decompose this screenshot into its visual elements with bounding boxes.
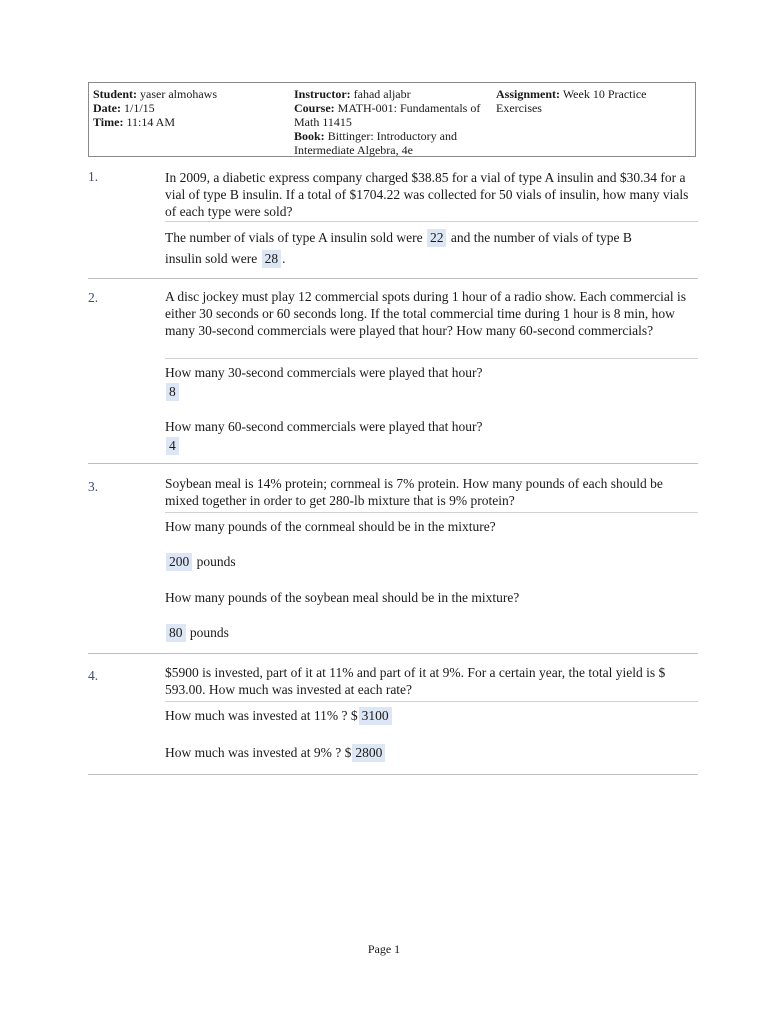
divider [165,512,698,513]
answer-text: The number of vials of type A insulin sold were [165,230,423,245]
divider [165,358,698,359]
unit-label: pounds [189,625,229,640]
answer-text: and the number of vials of type B [450,230,632,245]
divider [165,701,698,702]
question-prompt: In 2009, a diabetic express company charged $38.85 for a vial of type A insulin and $30.34 for a vial of type B insulin. If a total of $1704.22 was collected for 50 vials of insulin, how many vials of each type were sold? [165,170,689,219]
subquestion-text: How much was invested at 9% ? $ [165,745,352,760]
question-separator [88,463,698,464]
subquestion-text: How much was invested at 11% ? $ [165,708,358,723]
date-value: 1/1/15 [123,101,155,115]
instructor-name: fahad aljabr [353,87,411,101]
book-value-line2: Intermediate Algebra, 4e [294,143,413,157]
time-label: Time: [93,115,124,129]
instructor-label: Instructor: [294,87,351,101]
question-number: 2. [88,290,99,305]
assignment-label: Assignment: [496,87,561,101]
question-prompt: Soybean meal is 14% protein; cornmeal is 7% protein. How many pounds of each should be mixed together in order to get 280-lb mixture that is 9% protein? [165,476,663,508]
answer-box-30s[interactable]: 8 [166,383,179,401]
assignment-info-line2 [496,101,542,115]
answer-box-11pct[interactable]: 3100 [359,707,392,725]
subquestion-text: How many pounds of the soybean meal should be in the mixture? [165,590,520,605]
student-info [93,87,217,129]
answer-box-type-b[interactable]: 28 [262,250,282,268]
question-prompt: $5900 is invested, part of it at 11% and part of it at 9%. For a certain year, the total yield is $ 593.00. How much was invested at each rate? [165,665,666,697]
book-value: Bittinger: Introductory and [327,129,457,143]
date-label: Date: [93,101,121,115]
subquestion-text: How many pounds of the cornmeal should be in the mixture? [165,519,496,534]
question-separator [88,278,698,279]
divider [165,221,698,222]
subquestion-text: How many 60-second commercials were played that hour? [165,419,483,434]
book-label: Book: [294,129,325,143]
assignment-value-line2: Exercises [496,101,542,115]
answer-box-9pct[interactable]: 2800 [352,744,385,762]
subquestion-text: How many 30-second commercials were played that hour? [165,365,483,380]
answer-text: insulin sold were [165,251,258,266]
answer-line [165,250,286,268]
question-separator [88,653,698,654]
question-number: 1. [88,169,99,184]
course-value-line2: Math 11415 [294,115,352,129]
answer-text: . [282,251,286,266]
answer-box-soybean[interactable]: 80 [166,624,186,642]
student-label: Student: [93,87,138,101]
question-prompt: A disc jockey must play 12 commercial spots during 1 hour of a radio show. Each commercial is either 30 seconds or 60 seconds long. If the total commercial time during 1 hour is 8 min, how many 30-second commercials were played that hour? How many 60-second commercials? [165,289,687,338]
student-name: yaser almohaws [140,87,217,101]
unit-label: pounds [196,554,236,569]
course-info [294,87,480,157]
answer-box-cornmeal[interactable]: 200 [166,553,192,571]
course-label: Course: [294,101,335,115]
question-number: 4. [88,668,99,683]
time-value: 11:14 AM [126,115,176,129]
assignment-header [88,82,696,157]
answer-box-60s[interactable]: 4 [166,437,179,455]
page-number: Page 1 [367,942,401,956]
answer-box-type-a[interactable]: 22 [427,229,447,247]
question-number: 3. [88,479,99,494]
assignment-info [496,87,646,101]
course-value: MATH-001: Fundamentals of [337,101,481,115]
question-separator [88,774,698,775]
answer-line [165,229,632,247]
assignment-value: Week 10 Practice [562,87,647,101]
